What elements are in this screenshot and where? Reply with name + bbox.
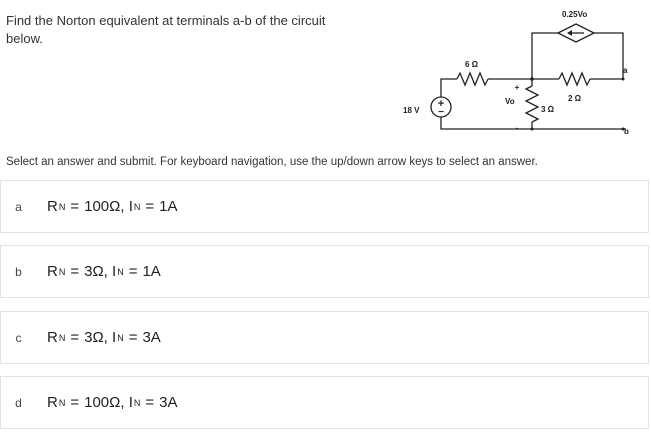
r-var: R — [47, 394, 58, 411]
resistor-2-ohm — [559, 73, 590, 85]
terminal-b-label: b — [624, 127, 629, 136]
option-letter: b — [15, 264, 22, 279]
equals: = — [70, 263, 80, 280]
junction-dot-bottom — [531, 128, 534, 131]
source-minus: − — [438, 107, 444, 118]
question-text: Find the Norton equivalent at terminals a-b of the circuit below. — [6, 13, 326, 46]
option-answer — [47, 246, 161, 297]
option-letter: d — [15, 395, 22, 410]
i-value: 1A — [142, 263, 161, 280]
r-var: R — [47, 263, 58, 280]
option-answer — [47, 181, 178, 232]
terminal-a-label: a — [623, 66, 628, 75]
i-sub: N — [117, 332, 124, 343]
vo-label: Vo — [505, 97, 515, 106]
source-plus: + — [437, 98, 445, 110]
equals: = — [128, 329, 138, 346]
arrow-left-icon — [567, 30, 572, 36]
terminal-a-dot — [622, 78, 625, 81]
option-d[interactable] — [0, 376, 649, 429]
circuit-diagram — [395, 0, 635, 150]
equals: = — [145, 394, 155, 411]
r-sub: N — [58, 266, 66, 277]
r-var: R — [47, 329, 58, 346]
r-value: 100Ω, — [84, 198, 125, 215]
i-var: I — [112, 263, 117, 280]
i-value: 3A — [159, 394, 178, 411]
option-letter: a — [15, 199, 22, 214]
i-var: I — [128, 198, 133, 215]
option-c[interactable] — [0, 311, 649, 364]
option-b[interactable] — [0, 245, 649, 298]
equals: = — [128, 263, 138, 280]
junction-dot — [530, 77, 534, 81]
option-answer — [47, 312, 161, 363]
r1-label: 6 Ω — [465, 60, 479, 69]
option-letter: c — [15, 330, 22, 345]
i-sub: N — [133, 397, 141, 408]
resistor-6-ohm — [457, 73, 488, 85]
i-var: I — [128, 394, 133, 411]
vo-minus: - — [515, 123, 519, 133]
r-value: 100Ω, — [84, 394, 125, 411]
r-sub: N — [58, 397, 66, 408]
equals: = — [145, 198, 155, 215]
i-sub: N — [133, 201, 141, 212]
i-sub: N — [117, 266, 124, 277]
wire-loop-right — [594, 33, 623, 79]
option-answer — [47, 377, 178, 428]
r-sub: N — [58, 332, 66, 343]
i-value: 1A — [159, 198, 178, 215]
i-var: I — [112, 329, 117, 346]
option-a[interactable] — [0, 180, 649, 233]
resistor-3-ohm — [526, 86, 538, 122]
wire-loop-left — [532, 33, 558, 79]
equals: = — [70, 198, 80, 215]
r-value: 3Ω, — [84, 329, 108, 346]
dep-label: 0.25Vo — [562, 10, 588, 19]
instruction-text: Select an answer and submit. For keyboard navigation, use the up/down arrow keys to select an answer. — [6, 156, 538, 168]
r2-label: 3 Ω — [541, 105, 555, 114]
wire-left-top — [441, 79, 457, 97]
equals: = — [70, 394, 80, 411]
r-var: R — [47, 198, 58, 215]
equals: = — [70, 329, 80, 346]
source-label: 18 V — [403, 106, 420, 115]
i-value: 3A — [142, 329, 161, 346]
r-value: 3Ω, — [84, 263, 108, 280]
r-sub: N — [58, 201, 66, 212]
r3-label: 2 Ω — [568, 94, 582, 103]
vo-plus: + — [514, 83, 520, 92]
